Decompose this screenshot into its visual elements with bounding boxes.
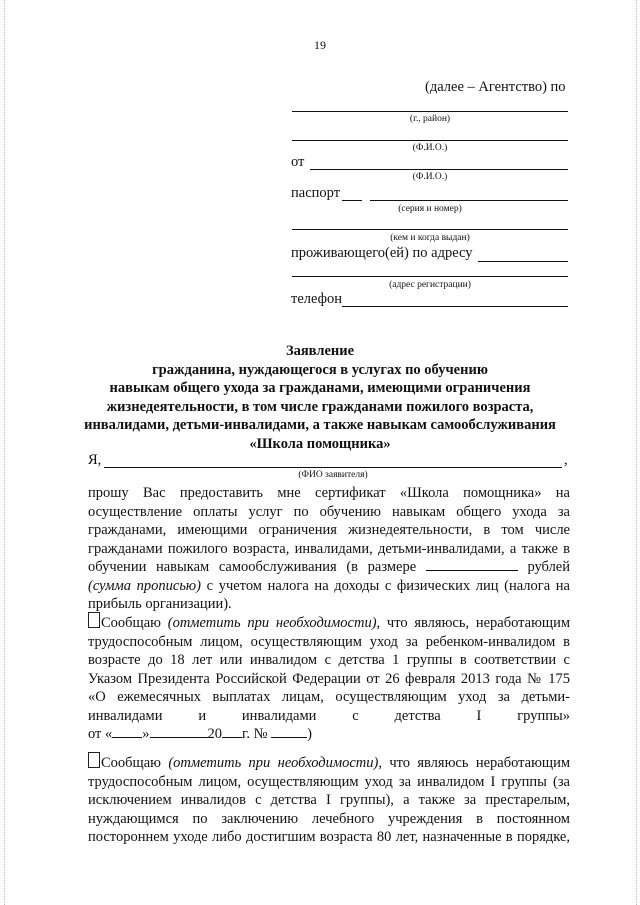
address-caption: (адрес регистрации) [389, 280, 471, 290]
notice-1-checkbox[interactable] [88, 612, 100, 628]
phone-label: телефон [291, 291, 343, 307]
request-text-b: рублей [527, 559, 571, 575]
applicant-caption: (ФИО заявителя) [298, 470, 368, 480]
request-text-c: с учетом налога на доходы с физических лиц (налога на прибыль организации). [88, 577, 570, 612]
applicant-i-label: Я, [88, 452, 102, 468]
notice-2-checkbox[interactable] [88, 752, 100, 768]
applicant-comma: , [564, 452, 568, 468]
passport-number-field[interactable] [370, 200, 568, 201]
agency-head-fio-field[interactable] [292, 140, 568, 141]
title-line-1: Заявление [285, 343, 355, 359]
request-text-a: прошу Вас предоставить мне сертификат «Школа помощника» на осуществление оплаты услуг по обучению навыкам общего ухода за гражданами, имеющими ограничения жизнедеятельности, в том числе гражданами пожилого возраста, инвалидами, детьми-инвалидами, а также в обучении навыкам самообслуживания (в размере [88, 485, 570, 575]
notice-1-hint: (отметить при необходимости) [167, 615, 377, 631]
address-field-2[interactable] [292, 276, 568, 277]
notice-1-paragraph [88, 612, 570, 744]
notice-1-lead: Сообщаю [101, 615, 161, 631]
title-line-6: «Школа помощника» [249, 435, 391, 452]
issued-caption: (кем и когда выдан) [390, 233, 470, 243]
amount-words-hint: (сумма прописью) [88, 577, 201, 594]
notice-2-paragraph [88, 752, 570, 847]
passport-label: паспорт [291, 185, 341, 201]
notice-1-date-mid: » [142, 726, 150, 742]
notice-1-number-field[interactable] [271, 725, 307, 738]
amount-field[interactable] [426, 558, 518, 571]
applicant-name-field[interactable] [104, 467, 562, 468]
residing-label: проживающего(ей) по адресу [291, 245, 473, 261]
fio-caption-1: (Ф.И.О.) [412, 143, 448, 153]
from-label: от [291, 154, 305, 170]
phone-field[interactable] [342, 306, 568, 307]
passport-caption: (серия и номер) [398, 204, 462, 214]
notice-2-lead: Сообщаю [101, 755, 161, 771]
passport-issued-field[interactable] [292, 229, 568, 230]
scan-edge-left [4, 0, 5, 905]
notice-2-hint: (отметить при необходимости) [168, 755, 379, 771]
document-title [60, 342, 580, 454]
scan-edge-right [636, 0, 637, 905]
notice-1-year-field[interactable] [222, 725, 242, 738]
title-line-4: жизнедеятельности, в том числе гражданами пожилого возраста, [106, 398, 534, 415]
agency-line: (далее – Агентство) по [425, 79, 566, 95]
request-paragraph [88, 484, 570, 614]
fio-caption-2: (Ф.И.О.) [412, 172, 448, 182]
city-field[interactable] [292, 111, 568, 112]
notice-1-year-prefix: 20 [207, 726, 223, 742]
title-line-2: гражданина, нуждающегося в услугах по обучению [152, 361, 488, 378]
address-field-1[interactable] [478, 261, 568, 262]
title-line-5: инвалидами, детьми-инвалидами, а также навыкам самообслуживания [84, 417, 556, 434]
notice-2-text: , что являюсь неработающим трудоспособным лицом, осуществляющим уход за инвалидом I группы (за исключением инвалидов с детства I группы), а также за престарелым, нуждающимся по заключению лечебного учреждения в постоянном постороннем уходе либо достигшим возраста 80 лет, назначенные в порядке, [88, 755, 571, 845]
title-line-3: навыкам общего ухода за гражданами, имеющими ограничения [109, 380, 531, 397]
notice-1-number-label: г. № [242, 726, 268, 742]
notice-1-day-field[interactable] [112, 725, 142, 738]
page-number: 19 [314, 38, 326, 52]
city-caption: (г., район) [409, 114, 451, 124]
passport-series-field[interactable] [342, 200, 362, 201]
notice-1-date-from: от « [88, 726, 113, 742]
applicant-fio-field[interactable] [310, 169, 568, 170]
notice-1-month-field[interactable] [150, 725, 208, 738]
notice-1-date-close: ) [307, 726, 312, 742]
notice-1-text: , что являюсь, неработающим трудоспособным лицом, осуществляющим уход за ребенком-инвалидом в возрасте до 18 лет или инвалидом с детства 1 группы в соответствии с Указом Президента Российской Федерации от 26 февраля 2013 года № 175 «О ежемесячных выплатах лицам, осуществляющим уход за детьми-инвалидами и инвалидами с детства I группы» [88, 615, 571, 724]
